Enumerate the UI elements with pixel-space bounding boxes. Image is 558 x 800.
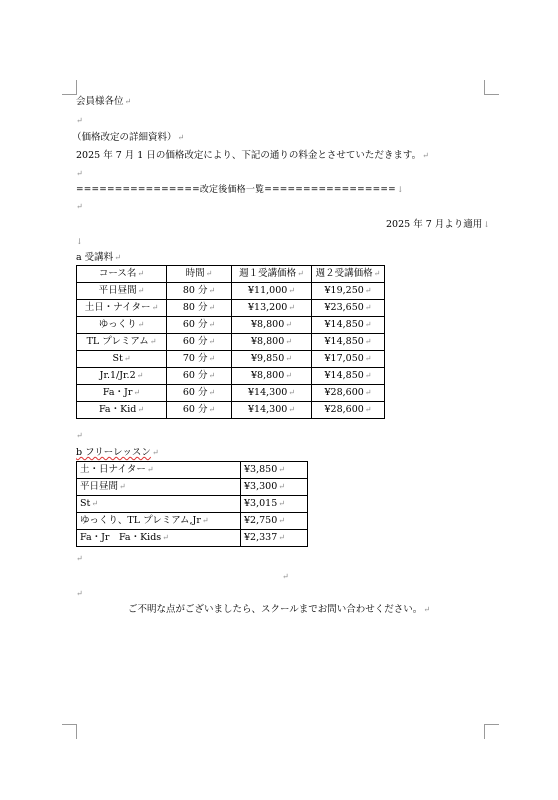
paragraph-mark: ↵ (76, 589, 83, 598)
salutation: 会員様各位↵ (76, 96, 132, 107)
page-corner-mark (484, 724, 499, 739)
table-cell: 土日・ナイター↵ (77, 300, 167, 317)
table-cell: ¥3,850↵ (241, 462, 308, 479)
page-corner-mark (62, 80, 77, 95)
paragraph-mark: ↵ (76, 431, 83, 440)
table-cell: 70 分↵ (167, 351, 232, 368)
table-cell: 60 分↵ (167, 317, 232, 334)
table-row (77, 385, 385, 402)
table-cell: ¥8,800↵ (232, 368, 312, 385)
table-cell: ¥28,600↵ (312, 385, 385, 402)
table-row (77, 402, 385, 419)
section-b-heading: b フリーレッスン↵ (76, 447, 159, 458)
table-cell: ¥8,800↵ (232, 334, 312, 351)
paragraph-mark: ↵ (76, 554, 83, 563)
table-cell: ¥2,337↵ (241, 530, 308, 547)
table-cell: Jr.1/Jr.2↵ (77, 368, 167, 385)
table-cell: 平日昼間↵ (77, 479, 241, 496)
table-cell: ¥19,250↵ (312, 283, 385, 300)
table-cell: Fa・Jr Fa・Kids↵ (77, 530, 241, 547)
tuition-table (76, 265, 385, 419)
section-a-heading: a 受講料↵ (76, 252, 121, 263)
table-row (77, 496, 308, 513)
table-cell: ¥9,850↵ (232, 351, 312, 368)
table-cell: ¥14,850↵ (312, 317, 385, 334)
column-header-weekly1: 週１受講価格↵ (232, 266, 312, 283)
table-row (77, 300, 385, 317)
table-cell: ¥17,050↵ (312, 351, 385, 368)
table-row (77, 334, 385, 351)
table-cell: 土・日ナイター↵ (77, 462, 241, 479)
table-row (77, 462, 308, 479)
table-row (77, 479, 308, 496)
table-row (77, 368, 385, 385)
table-cell: TL プレミアム↵ (77, 334, 167, 351)
table-cell: 60 分↵ (167, 385, 232, 402)
intro-text: 2025 年 7 月 1 日の価格改定により、下記の通りの料金とさせていただきます。↵ (76, 150, 429, 161)
table-cell: St↵ (77, 351, 167, 368)
table-row (77, 351, 385, 368)
paragraph-mark: ↵ (76, 169, 83, 178)
table-cell: ¥11,000↵ (232, 283, 312, 300)
table-cell: Fa・Kid↵ (77, 402, 167, 419)
table-cell: ¥2,750↵ (241, 513, 308, 530)
paragraph-mark: ↵ (76, 202, 83, 211)
table-cell: ゆっくり、TL プレミアム,Jr↵ (77, 513, 241, 530)
column-header-course: コース名↵ (77, 266, 167, 283)
table-cell: ¥3,300↵ (241, 479, 308, 496)
table-cell: 80 分↵ (167, 283, 232, 300)
column-header-weekly2: 週２受講価格↵ (312, 266, 385, 283)
table-cell: ゆっくり↵ (77, 317, 167, 334)
table-header-row (77, 266, 385, 283)
table-cell: ¥23,650↵ (312, 300, 385, 317)
paragraph-mark: ↵ (282, 572, 289, 581)
table-cell: ¥14,300↵ (232, 385, 312, 402)
page-corner-mark (62, 724, 77, 739)
table-cell: ¥8,800↵ (232, 317, 312, 334)
effective-date: 2025 年 7 月より適用↓ (386, 219, 490, 230)
paragraph-mark: ↵ (76, 116, 83, 125)
closing-text: ご不明な点がございましたら、スクールまでお問い合わせください。↵ (128, 604, 431, 615)
table-cell: ¥28,600↵ (312, 402, 385, 419)
table-cell: St↵ (77, 496, 241, 513)
table-cell: 60 分↵ (167, 402, 232, 419)
table-cell: 60 分↵ (167, 334, 232, 351)
table-row (77, 283, 385, 300)
column-header-time: 時間↵ (167, 266, 232, 283)
table-row (77, 317, 385, 334)
table-cell: ¥13,200↵ (232, 300, 312, 317)
table-cell: ¥14,850↵ (312, 334, 385, 351)
table-cell: Fa・Jr↵ (77, 385, 167, 402)
table-cell: 60 分↵ (167, 368, 232, 385)
free-lesson-table (76, 461, 308, 547)
price-list-divider: ================改定後価格一覧=================↓ (76, 185, 404, 195)
line-break-mark: ↓ (76, 237, 83, 246)
page-corner-mark (484, 80, 499, 95)
table-cell: ¥14,850↵ (312, 368, 385, 385)
subtitle: （価格改定の詳細資料）↵ (72, 132, 185, 143)
table-cell: ¥14,300↵ (232, 402, 312, 419)
table-cell: 平日昼間↵ (77, 283, 167, 300)
table-row (77, 530, 308, 547)
table-cell: 80 分↵ (167, 300, 232, 317)
table-cell: ¥3,015↵ (241, 496, 308, 513)
table-row (77, 513, 308, 530)
